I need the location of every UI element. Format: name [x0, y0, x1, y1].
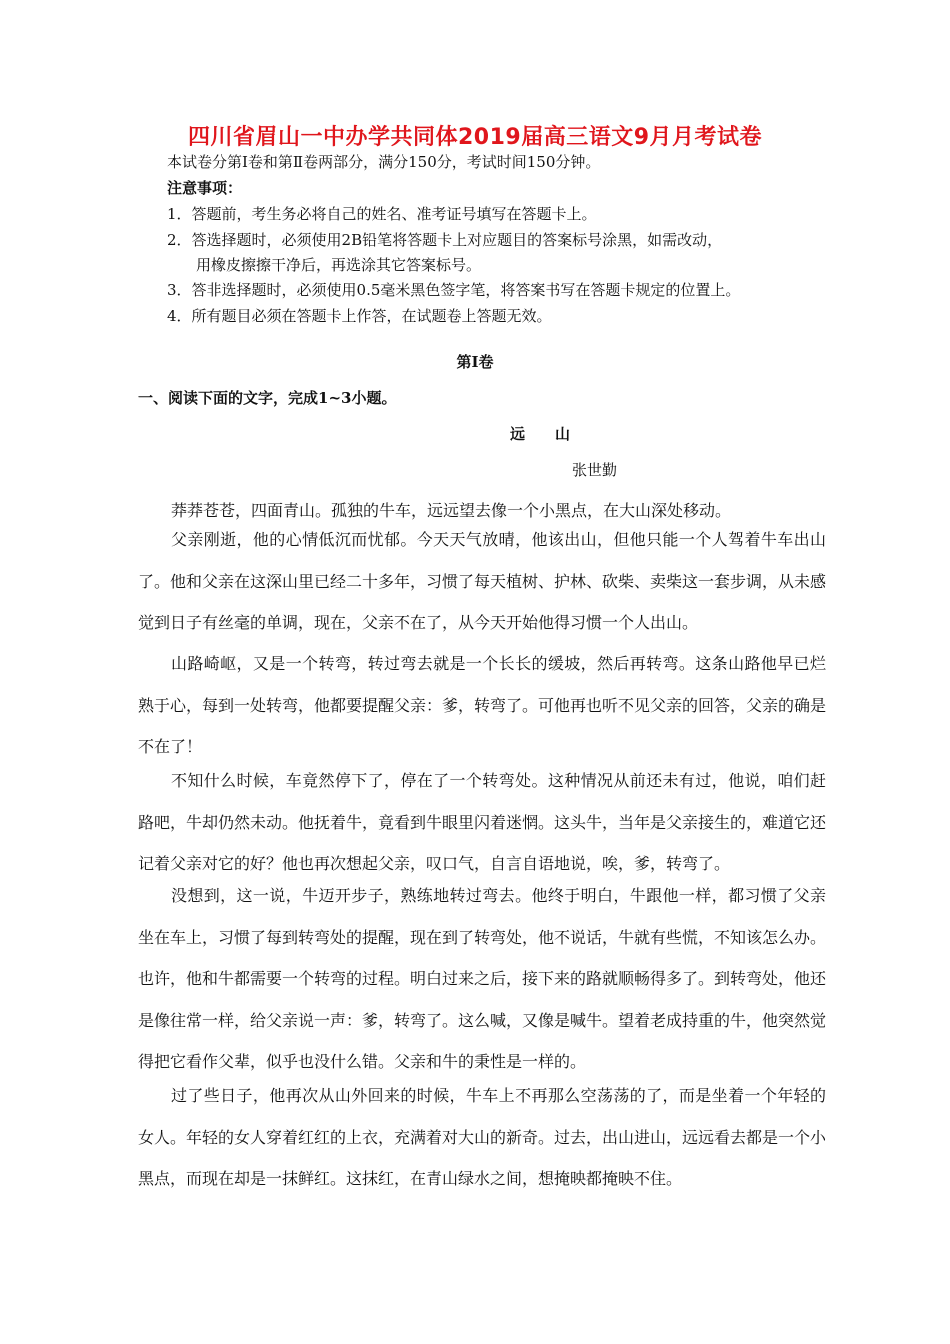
volume-title: 第Ⅰ卷	[456, 353, 494, 371]
exam-intro: 本试卷分第Ⅰ卷和第Ⅱ卷两部分，满分150分，考试时间150分钟。	[167, 153, 601, 171]
story-paragraph: 不知什么时候，车竟然停下了，停在了一个转弯处。这种情况从前还未有过，他说，咱们赶路吧，牛却仍然未动。他抚着牛，竟看到牛眼里闪着迷惘。这头牛，当年是父亲接生的，难道它还记着父亲对它的好？他也再次想起父亲，叹口气，自言自语地说，唉，爹，转弯了。	[138, 771, 827, 873]
story-paragraph: 莽莽苍苍，四面青山。孤独的牛车，远远望去像一个小黑点，在大山深处移动。	[171, 501, 732, 520]
notice-item: 4．所有题目必须在答题卡上作答，在试题卷上答题无效。	[167, 307, 552, 325]
exam-title: 四川省眉山一中办学共同体2019届高三语文9月月考试卷	[187, 125, 763, 150]
notice-heading: 注意事项：	[167, 179, 243, 197]
story-paragraph: 过了些日子，他再次从山外回来的时候，牛车上不再那么空荡荡的了，而是坐着一个年轻的女人。年轻的女人穿着红红的上衣，充满着对大山的新奇。过去，出山进山，远远看去都是一个小黑点，而现在却是一抹鲜红。这抹红，在青山绿水之间，想掩映都掩映不住。	[138, 1086, 827, 1188]
story-paragraph: 没想到，这一说，牛迈开步子，熟练地转过弯去。他终于明白，牛跟他一样，都习惯了父亲坐在车上，习惯了每到转弯处的提醒，现在到了转弯处，他不说话，牛就有些慌，不知该怎么办。也许，他和牛都需要一个转弯的过程。明白过来之后，接下来的路就顺畅得多了。到转弯处，他还是像往常一样，给父亲说一声：爹，转弯了。这么喊，又像是喊牛。望着老成持重的牛，他突然觉得把它看作父辈，似乎也没什么错。父亲和牛的秉性是一样的。	[138, 886, 827, 1071]
section-heading: 一、阅读下面的文字，完成1~3小题。	[138, 389, 397, 407]
story-title: 远 山	[509, 425, 570, 443]
notice-item-continuation: 用橡皮擦擦干净后，再选涂其它答案标号。	[196, 256, 482, 274]
notice-item: 3．答非选择题时，必须使用0.5毫米黑色签字笔，将答案书写在答题卡规定的位置上。	[167, 281, 741, 299]
story-paragraph: 山路崎岖，又是一个转弯，转过弯去就是一个长长的缓坡，然后再转弯。这条山路他早已烂熟于心，每到一处转弯，他都要提醒父亲：爹，转弯了。可他再也听不见父亲的回答，父亲的确是不在了！	[138, 654, 827, 756]
notice-item: 1．答题前，考生务必将自己的姓名、准考证号填写在答题卡上。	[167, 205, 597, 223]
notice-item: 2．答选择题时，必须使用2B铅笔将答题卡上对应题目的答案标号涂黑，如需改动，	[167, 231, 723, 249]
story-author: 张世勤	[572, 461, 618, 479]
story-paragraph: 父亲刚逝，他的心情低沉而忧郁。今天天气放晴，他该出山，但他只能一个人驾着牛车出山了。他和父亲在这深山里已经二十多年，习惯了每天植树、护林、砍柴、卖柴这一套步调，从未感觉到日子有丝毫的单调，现在，父亲不在了，从今天开始他得习惯一个人出山。	[138, 530, 827, 632]
